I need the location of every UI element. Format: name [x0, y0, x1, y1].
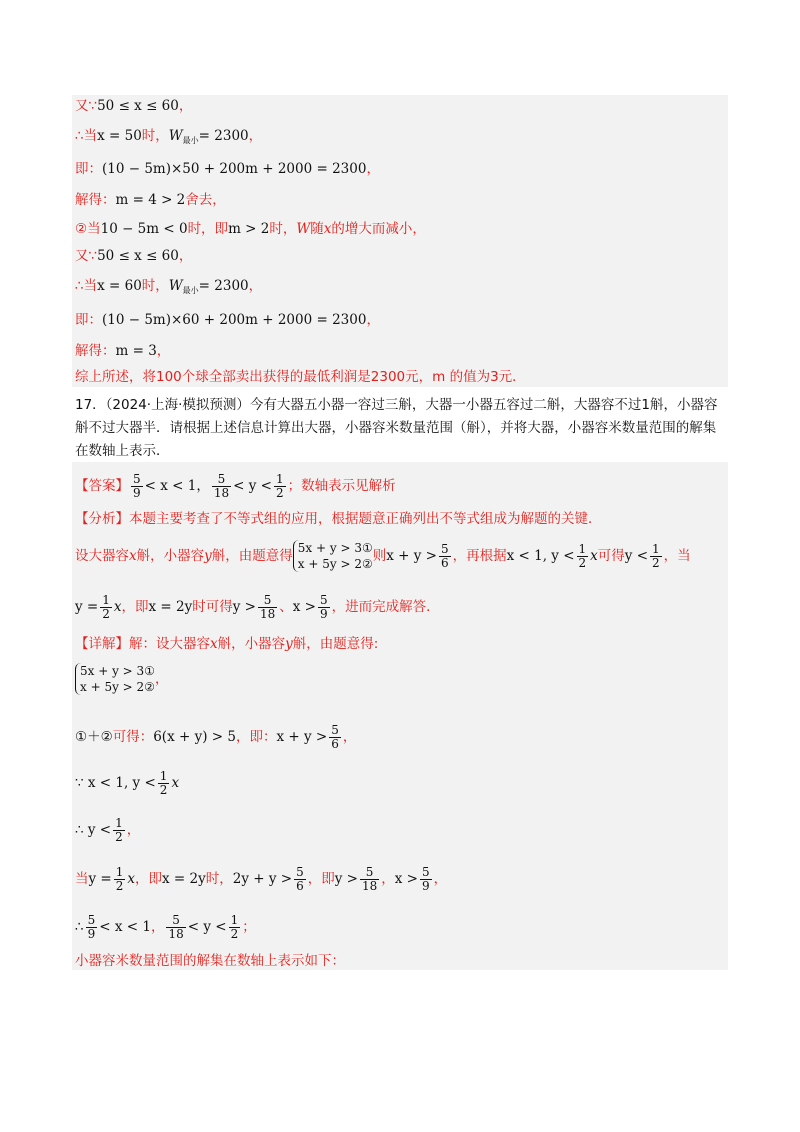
analysis-line: 【分析】本题主要考查了不等式组的应用，根据题意正确列出不等式组成为解题的关键． [75, 511, 602, 527]
detail-step-add: ①＋②可得：6(x + y) > 5，即：x + y > $\frac{5}{6}$ ， [75, 722, 357, 751]
line-b1-7: ∴当x = 60时，$W_{最小}= 2300$， [75, 278, 263, 295]
line-b1-6: 又∵50 ≤ x ≤ 60， [75, 248, 193, 264]
detail-step-therefore: ∴ y < $\frac{1}{2}$ ， [75, 815, 141, 844]
line-b1-10-conclusion: 综上所述，将100个球全部卖出获得的最低利润是2300元，m 的值为3元． [75, 369, 526, 385]
analysis-setup-line: 设大器容x斛，小器容y斛，由题意得 5x + y > 3① x + 5y > 2② 则x + y > $\frac{5}{6}$ ，再根据x < 1, y < $\frac{1}{2}$ x可得y < $\frac{1}{2}$ ，当 [75, 541, 691, 571]
line-b1-9: 解得：m = 3， [75, 343, 171, 359]
line-b1-2: ∴当x = 50时，$W_{最小}= 2300$， [75, 128, 263, 145]
line-b1-8: 即：(10 − 5m)×60 + 200m + 2000 = 2300， [75, 312, 380, 328]
detail-system: 5x + y > 3① x + 5y > 2② ， [75, 663, 168, 695]
analysis-continue-line: y = $\frac{1}{2}$ x，即x = 2y时可得y > $\frac{5}{18}$ 、x > $\frac{5}{9}$ ，进而完成解答． [75, 592, 440, 621]
detail-line: 【详解】解：设大器容x斛，小器容y斛，由题意得: [75, 636, 379, 652]
question-17-text: 17．（2024·上海·模拟预测）今有大器五小器一容过三斛，大器一小器五容过二斛，大器容不过1斛，小器容斛不过大器半．请根据上述信息计算出大器，小器容米数量范围（斛），并将大器，小器容米数量范围的解集在数轴上表示． [75, 397, 718, 459]
detail-step-because: ∵ x < 1, y < $\frac{1}{2}$ x [75, 768, 180, 797]
answer-line: 【答案】 $\frac{5}{9}$ < x < 1， $\frac{5}{18}$ < y < $\frac{1}{2}$ ；数轴表示见解析 [75, 471, 396, 500]
line-b1-1: 又∵50 ≤ x ≤ 60， [75, 98, 193, 114]
detail-step-when: 当y = $\frac{1}{2}$ x，即x = 2y时，2y + y > $\frac{5}{6}$ ，即y > $\frac{5}{18}$ ，x > $\frac{5}{9}$ ， [75, 864, 448, 893]
line-b1-4: 解得：m = 4 > 2舍去， [75, 192, 226, 208]
inequality-system: 5x + y > 3① x + 5y > 2② [293, 540, 373, 572]
number-line-caption: 小器容米数量范围的解集在数轴上表示如下： [75, 953, 345, 969]
line-b1-3: 即：(10 − 5m)×50 + 200m + 2000 = 2300， [75, 161, 380, 177]
detail-step-result: ∴ $\frac{5}{9}$ < x < 1， $\frac{5}{18}$ < y < $\frac{1}{2}$ ； [75, 912, 256, 941]
line-b1-5: ②当10 − 5m < 0时，即m > 2时，W随x的增大而减小， [75, 221, 426, 237]
